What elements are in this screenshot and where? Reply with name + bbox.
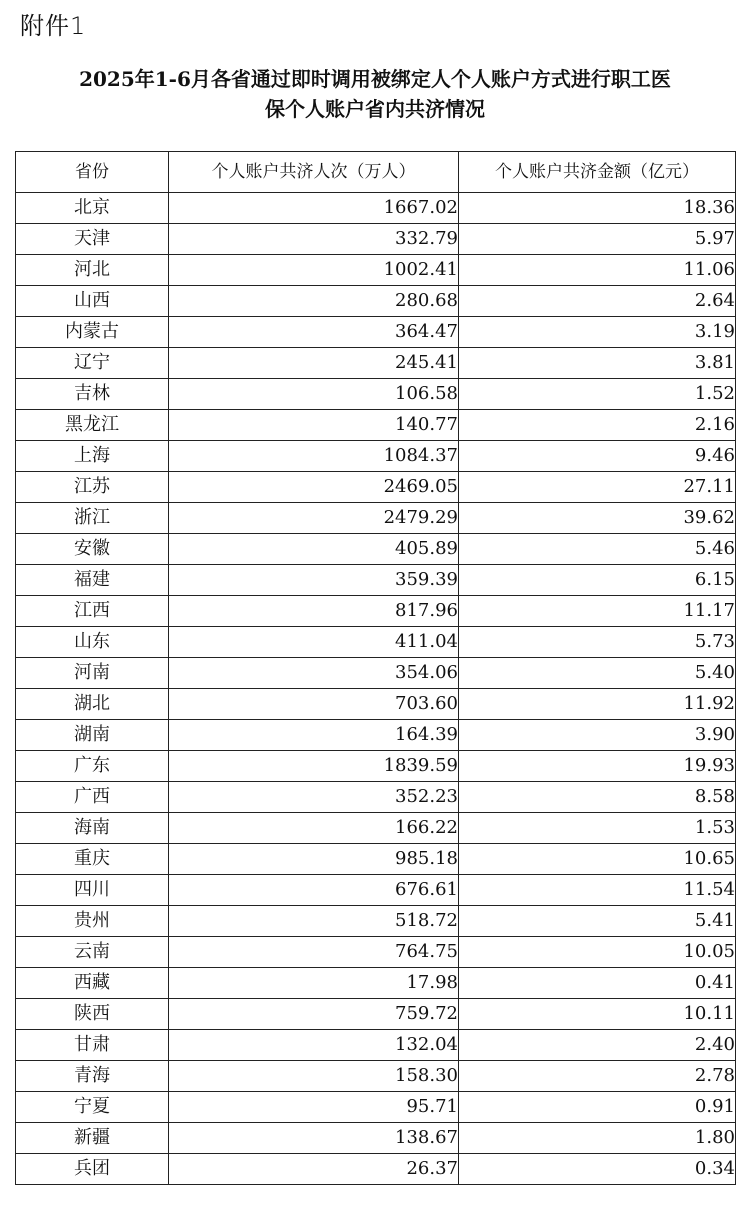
amount-cell: 27.11 (459, 472, 736, 503)
province-cell: 云南 (16, 937, 169, 968)
count-cell: 518.72 (169, 906, 459, 937)
count-cell: 359.39 (169, 565, 459, 596)
count-cell: 1084.37 (169, 441, 459, 472)
table-row (16, 596, 736, 627)
province-cell: 青海 (16, 1061, 169, 1092)
table-row (16, 689, 736, 720)
table-row (16, 472, 736, 503)
count-cell: 364.47 (169, 317, 459, 348)
amount-cell: 5.41 (459, 906, 736, 937)
province-cell: 广西 (16, 782, 169, 813)
table-row (16, 224, 736, 255)
amount-cell: 8.58 (459, 782, 736, 813)
province-cell: 黑龙江 (16, 410, 169, 441)
amount-cell: 3.19 (459, 317, 736, 348)
table-row (16, 1092, 736, 1123)
table-row (16, 844, 736, 875)
amount-cell: 5.97 (459, 224, 736, 255)
table-row (16, 1030, 736, 1061)
count-cell: 703.60 (169, 689, 459, 720)
table-row (16, 813, 736, 844)
table-row (16, 317, 736, 348)
amount-cell: 5.73 (459, 627, 736, 658)
province-cell: 山东 (16, 627, 169, 658)
table-row (16, 968, 736, 999)
table-body (16, 193, 736, 1185)
province-cell: 吉林 (16, 379, 169, 410)
table-row (16, 875, 736, 906)
count-cell: 764.75 (169, 937, 459, 968)
province-cell: 新疆 (16, 1123, 169, 1154)
province-cell: 河北 (16, 255, 169, 286)
table-row (16, 627, 736, 658)
table-row (16, 503, 736, 534)
table-row (16, 999, 736, 1030)
amount-cell: 19.93 (459, 751, 736, 782)
count-cell: 405.89 (169, 534, 459, 565)
table-row (16, 193, 736, 224)
province-cell: 内蒙古 (16, 317, 169, 348)
province-cell: 江西 (16, 596, 169, 627)
amount-cell: 39.62 (459, 503, 736, 534)
count-cell: 352.23 (169, 782, 459, 813)
attachment-label: 附件1 (20, 12, 87, 40)
count-cell: 106.58 (169, 379, 459, 410)
province-cell: 上海 (16, 441, 169, 472)
table-row (16, 348, 736, 379)
amount-cell: 3.90 (459, 720, 736, 751)
table-row (16, 441, 736, 472)
province-cell: 湖南 (16, 720, 169, 751)
amount-cell: 5.40 (459, 658, 736, 689)
amount-cell: 0.34 (459, 1154, 736, 1185)
amount-cell: 6.15 (459, 565, 736, 596)
count-cell: 164.39 (169, 720, 459, 751)
amount-cell: 5.46 (459, 534, 736, 565)
count-cell: 1667.02 (169, 193, 459, 224)
table-row (16, 286, 736, 317)
count-cell: 411.04 (169, 627, 459, 658)
amount-cell: 11.06 (459, 255, 736, 286)
table-row (16, 782, 736, 813)
count-cell: 158.30 (169, 1061, 459, 1092)
province-cell: 四川 (16, 875, 169, 906)
province-cell: 西藏 (16, 968, 169, 999)
amount-cell: 10.11 (459, 999, 736, 1030)
count-cell: 1839.59 (169, 751, 459, 782)
amount-cell: 1.53 (459, 813, 736, 844)
province-cell: 浙江 (16, 503, 169, 534)
amount-cell: 2.64 (459, 286, 736, 317)
table-row (16, 565, 736, 596)
count-cell: 132.04 (169, 1030, 459, 1061)
count-cell: 985.18 (169, 844, 459, 875)
amount-cell: 0.91 (459, 1092, 736, 1123)
header-amount: 个人账户共济金额（亿元） (459, 152, 736, 193)
title-line-2: 保个人账户省内共济情况 (265, 97, 485, 121)
amount-cell: 11.54 (459, 875, 736, 906)
table-row (16, 720, 736, 751)
province-cell: 陕西 (16, 999, 169, 1030)
count-cell: 332.79 (169, 224, 459, 255)
count-cell: 140.77 (169, 410, 459, 441)
province-cell: 安徽 (16, 534, 169, 565)
data-table (15, 151, 736, 1185)
amount-cell: 0.41 (459, 968, 736, 999)
table-row (16, 534, 736, 565)
table-row (16, 379, 736, 410)
table-row (16, 1123, 736, 1154)
province-cell: 兵团 (16, 1154, 169, 1185)
amount-cell: 2.40 (459, 1030, 736, 1061)
table-row (16, 937, 736, 968)
count-cell: 676.61 (169, 875, 459, 906)
amount-cell: 11.92 (459, 689, 736, 720)
count-cell: 354.06 (169, 658, 459, 689)
table-header-row (16, 152, 736, 193)
amount-cell: 3.81 (459, 348, 736, 379)
amount-cell: 18.36 (459, 193, 736, 224)
amount-cell: 9.46 (459, 441, 736, 472)
province-cell: 湖北 (16, 689, 169, 720)
table-row (16, 1154, 736, 1185)
province-cell: 辽宁 (16, 348, 169, 379)
count-cell: 26.37 (169, 1154, 459, 1185)
count-cell: 138.67 (169, 1123, 459, 1154)
amount-cell: 1.52 (459, 379, 736, 410)
count-cell: 95.71 (169, 1092, 459, 1123)
amount-cell: 10.05 (459, 937, 736, 968)
table-row (16, 751, 736, 782)
province-cell: 福建 (16, 565, 169, 596)
province-cell: 河南 (16, 658, 169, 689)
table-row (16, 906, 736, 937)
amount-cell: 2.16 (459, 410, 736, 441)
amount-cell: 2.78 (459, 1061, 736, 1092)
amount-cell: 10.65 (459, 844, 736, 875)
header-province: 省份 (16, 152, 169, 193)
province-cell: 重庆 (16, 844, 169, 875)
table-row (16, 658, 736, 689)
province-cell: 海南 (16, 813, 169, 844)
amount-cell: 11.17 (459, 596, 736, 627)
province-cell: 江苏 (16, 472, 169, 503)
table-row (16, 255, 736, 286)
province-cell: 山西 (16, 286, 169, 317)
title-line-1: 2025年1-6月各省通过即时调用被绑定人个人账户方式进行职工医 (79, 67, 671, 91)
header-count: 个人账户共济人次（万人） (169, 152, 459, 193)
province-cell: 贵州 (16, 906, 169, 937)
count-cell: 1002.41 (169, 255, 459, 286)
province-cell: 甘肃 (16, 1030, 169, 1061)
count-cell: 166.22 (169, 813, 459, 844)
amount-cell: 1.80 (459, 1123, 736, 1154)
province-cell: 天津 (16, 224, 169, 255)
province-cell: 北京 (16, 193, 169, 224)
count-cell: 17.98 (169, 968, 459, 999)
count-cell: 2469.05 (169, 472, 459, 503)
count-cell: 2479.29 (169, 503, 459, 534)
count-cell: 759.72 (169, 999, 459, 1030)
table-row (16, 1061, 736, 1092)
table-row (16, 410, 736, 441)
count-cell: 817.96 (169, 596, 459, 627)
province-cell: 宁夏 (16, 1092, 169, 1123)
count-cell: 280.68 (169, 286, 459, 317)
count-cell: 245.41 (169, 348, 459, 379)
province-cell: 广东 (16, 751, 169, 782)
document-title (0, 64, 750, 124)
